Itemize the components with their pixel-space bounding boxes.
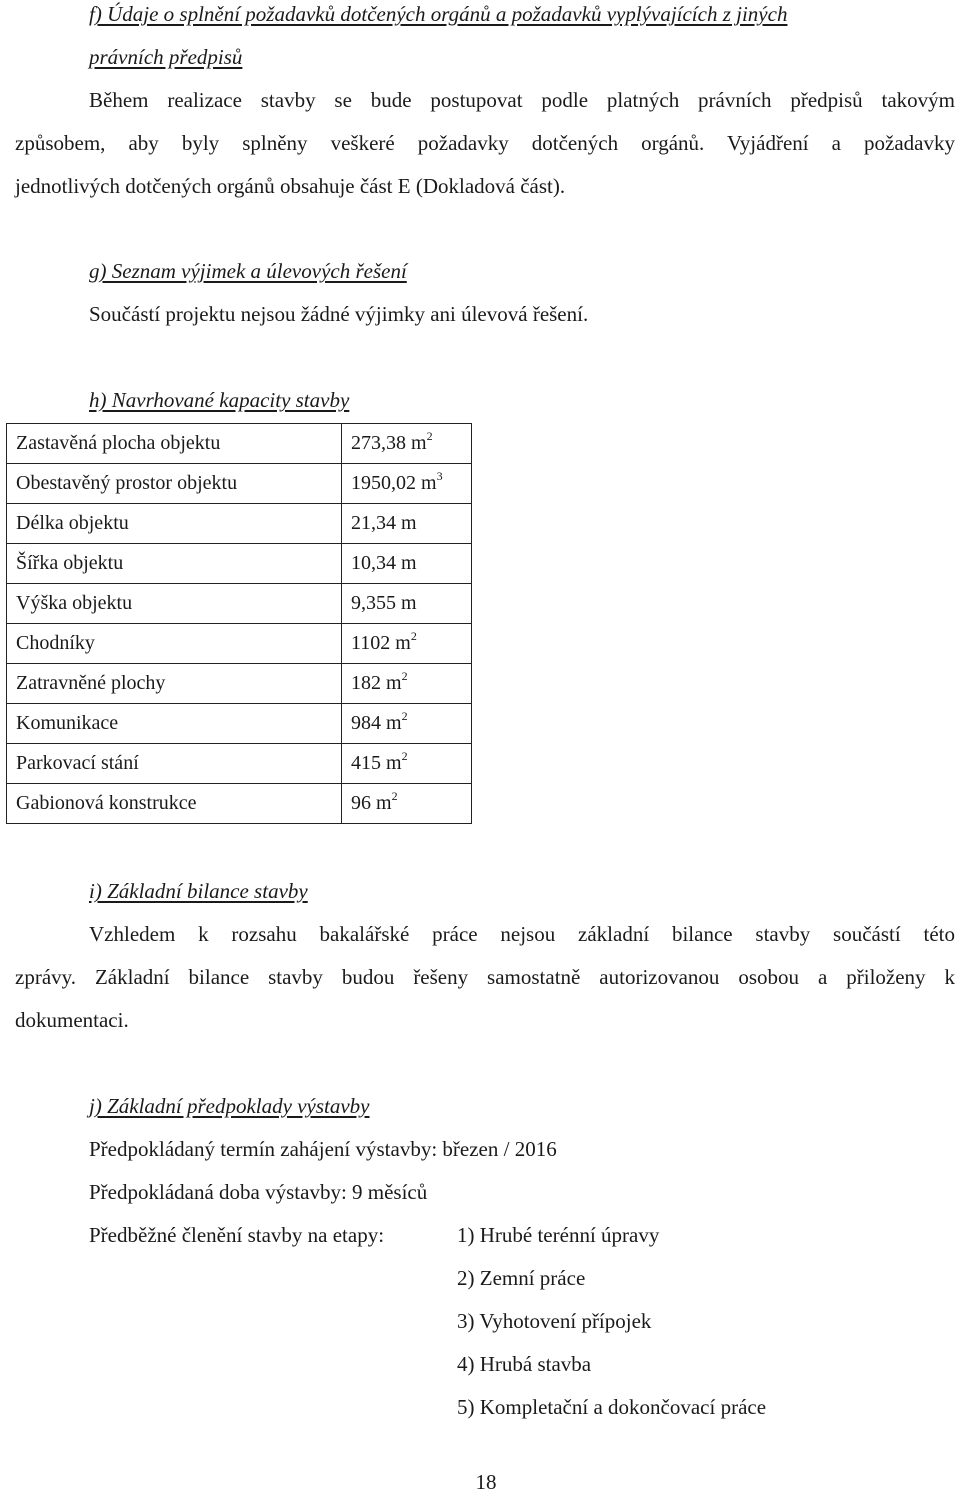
capacity-label-cell: Gabionová konstrukce: [7, 784, 342, 824]
table-row: [7, 464, 472, 504]
capacity-value-cell: [342, 784, 472, 824]
unit-exponent: 2: [426, 429, 433, 443]
capacity-value-cell: [342, 664, 472, 704]
section-j-phases-label: Předběžné členění stavby na etapy:: [89, 1223, 385, 1247]
capacity-value: 1102 m: [351, 632, 411, 654]
capacity-label-cell: Délka objektu: [7, 504, 342, 544]
phase-item: 4) Hrubá stavba: [457, 1352, 592, 1376]
table-row: [7, 544, 472, 584]
table-row: [7, 784, 472, 824]
capacity-value: 96 m: [351, 792, 392, 814]
unit-exponent: 2: [401, 669, 408, 683]
section-i-paragraph-line1: Vzhledem k rozsahu bakalářské práce nejsou základní bilance stavby součástí této: [89, 922, 955, 946]
capacity-value: 1950,02 m: [351, 472, 437, 494]
section-i-paragraph-line2: zprávy. Základní bilance stavby budou řešeny samostatně autorizovanou osobou a přiloženy k: [15, 965, 955, 989]
table-row: [7, 704, 472, 744]
capacity-value-cell: [342, 424, 472, 464]
table-row: [7, 504, 472, 544]
section-i-paragraph-line3: dokumentaci.: [15, 1008, 129, 1032]
section-h-heading: h) Navrhované kapacity stavby: [89, 388, 350, 412]
table-row: [7, 664, 472, 704]
section-f-heading-line2: právních předpisů: [89, 45, 243, 69]
unit-exponent: 3: [436, 469, 443, 483]
phase-item: 2) Zemní práce: [457, 1266, 586, 1290]
section-g-text: Součástí projektu nejsou žádné výjimky ani úlevová řešení.: [89, 302, 589, 326]
capacity-label-cell: Zatravněné plochy: [7, 664, 342, 704]
capacity-value-cell: [342, 584, 472, 624]
capacity-value-cell: [342, 544, 472, 584]
phase-item: 3) Vyhotovení přípojek: [457, 1309, 652, 1333]
capacity-value-cell: [342, 624, 472, 664]
capacity-label-cell: Šířka objektu: [7, 544, 342, 584]
section-f-heading-line1: f) Údaje o splnění požadavků dotčených orgánů a požadavků vyplývajících z jiných: [89, 2, 788, 26]
capacity-label-cell: Obestavěný prostor objektu: [7, 464, 342, 504]
section-f-paragraph-line1: Během realizace stavby se bude postupovat podle platných právních předpisů takovým: [89, 88, 955, 112]
unit-exponent: 2: [391, 789, 398, 803]
unit-exponent: 2: [401, 749, 408, 763]
capacity-value-cell: [342, 744, 472, 784]
unit-exponent: 2: [401, 709, 408, 723]
capacity-value-cell: [342, 464, 472, 504]
capacity-value: 182 m: [351, 672, 402, 694]
phase-item: 5) Kompletační a dokončovací práce: [457, 1395, 767, 1419]
page-number: 18: [475, 1470, 497, 1494]
phase-item: 1) Hrubé terénní úpravy: [457, 1223, 660, 1247]
unit-exponent: 2: [410, 629, 417, 643]
table-row: [7, 584, 472, 624]
section-g-heading: g) Seznam výjimek a úlevových řešení: [89, 259, 407, 283]
capacity-label-cell: Parkovací stání: [7, 744, 342, 784]
capacity-value: 273,38 m: [351, 432, 427, 454]
section-j-start-date: Předpokládaný termín zahájení výstavby: březen / 2016: [89, 1137, 557, 1161]
capacity-table: [6, 423, 472, 824]
section-f-paragraph-line3: jednotlivých dotčených orgánů obsahuje část E (Dokladová část).: [15, 174, 566, 198]
capacity-value: 21,34 m: [351, 512, 417, 534]
table-row: [7, 744, 472, 784]
section-f-paragraph-line2: způsobem, aby byly splněny veškeré požadavky dotčených orgánů. Vyjádření a požadavky: [15, 131, 955, 155]
table-row: [7, 424, 472, 464]
capacity-value: 9,355 m: [351, 592, 417, 614]
section-j-duration: Předpokládaná doba výstavby: 9 měsíců: [89, 1180, 428, 1204]
capacity-value: 10,34 m: [351, 552, 417, 574]
capacity-label-cell: Komunikace: [7, 704, 342, 744]
capacity-value: 984 m: [351, 712, 402, 734]
section-j-heading: j) Základní předpoklady výstavby: [89, 1094, 370, 1118]
capacity-label-cell: Zastavěná plocha objektu: [7, 424, 342, 464]
capacity-label-cell: Chodníky: [7, 624, 342, 664]
table-row: [7, 624, 472, 664]
section-i-heading: i) Základní bilance stavby: [89, 879, 308, 903]
capacity-label-cell: Výška objektu: [7, 584, 342, 624]
capacity-value-cell: [342, 504, 472, 544]
capacity-value: 415 m: [351, 752, 402, 774]
capacity-value-cell: [342, 704, 472, 744]
